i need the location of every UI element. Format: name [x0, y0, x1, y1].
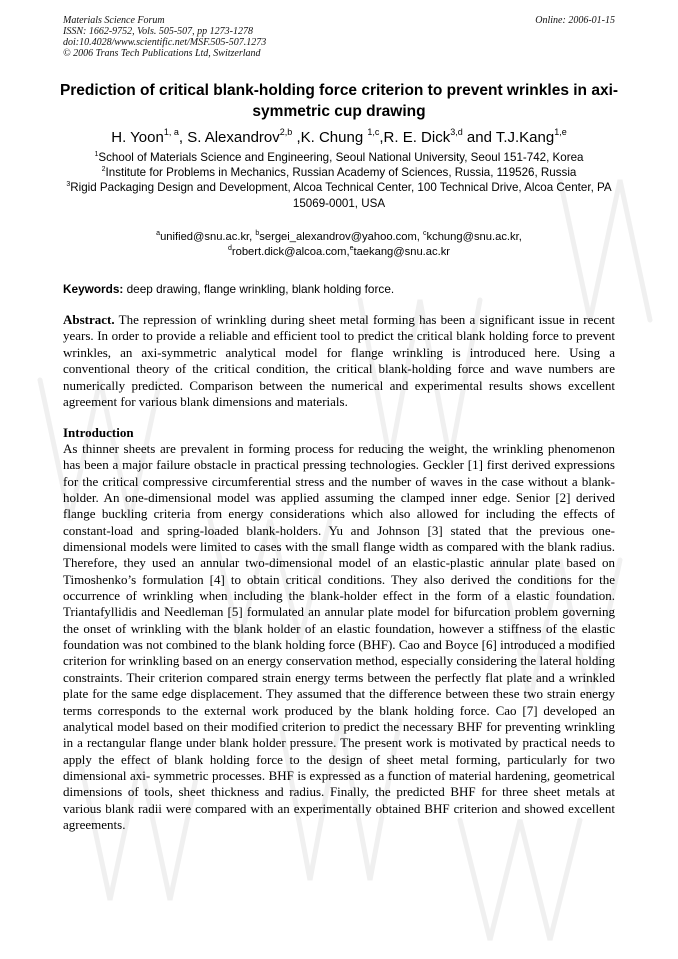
author: H. Yoon$^{1, a}$,	[111, 127, 188, 146]
email: $^e$taekang@snu.ac.kr	[349, 245, 451, 258]
author: T.J.Kang$^{1,e}$	[495, 127, 567, 146]
keywords	[63, 282, 615, 297]
copyright-line: © 2006 Trans Tech Publications Ltd, Switzerland	[63, 48, 261, 59]
doi-line: doi:10.4028/www.scientific.net/MSF.505-507.1273	[63, 37, 267, 48]
affiliation: $^2$Institute for Problems in Mechanics, Russian Academy of Sciences, Russia, 119526, Russia	[101, 166, 577, 180]
abstract	[63, 312, 615, 410]
author-list	[40, 128, 638, 148]
paper-title: Prediction of critical blank-holding force criterion to prevent wrinkles in axi-symmetric cup drawing	[59, 82, 619, 120]
section-heading-introduction: Introduction	[63, 425, 134, 440]
online-date: Online: 2006-01-15	[535, 15, 615, 26]
email: $^c$kchung@snu.ac.kr,	[423, 230, 522, 243]
author: R. E. Dick$^{3,d}$ and	[383, 127, 496, 146]
email-list	[55, 230, 623, 260]
keywords-text: deep drawing, flange wrinkling, blank holding force.	[123, 282, 395, 296]
affiliations	[55, 150, 623, 211]
affiliation: $^3$Rigid Packaging Design and Development, Alcoa Technical Center, 100 Technical Drive, Alcoa Center, PA 15069-0001, USA	[66, 181, 612, 210]
abstract-label: Abstract.	[63, 312, 115, 327]
author: S. Alexandrov$^{2,b}$ ,	[187, 127, 301, 146]
email: $^d$robert.dick@alcoa.com,	[227, 245, 350, 258]
author: K. Chung $^{1,c}$,	[300, 127, 384, 146]
email: $^a$unified@snu.ac.kr,	[156, 230, 256, 243]
introduction-text: As thinner sheets are prevalent in forming process for reducing the weight, the wrinkling phenomenon has been a major failure obstacle in practical pressing technologies. Geckler [1] first derived expressions for the critical compressive circumferential stress and the number of waves in the case without a blank-holder. An one-dimensional model was applied assuming the clamped inner edge. Senior [2] derived flange buckling criteria from energy considerations which also allowed for including the effects of constant-load and spring-loaded blank-holders. Yu and Johnson [3] stated that the previous one-dimensional models were limited to cases with the small flange width as compared with the blank radius. Therefore, they used an annular two-dimensional model of an elastic-plastic annular plate based on Timoshenko’s formulation [4] to obtain critical conditions. They also derived the conditions for the occurrence of wrinkling when including the blank-holder effect in the form of a elastic foundation. Triantafyllidis and Needleman [5] formulated an annular plate model for bifurcation problem governing the onset of wrinkling with the blank holder of an elastic foundation, however a stiffness of the elastic foundation was not combined to the blank holding force (BHF). Cao and Boyce [6] introduced a modified criterion for wrinkling based on an energy conservation method, especially considering the lateral holding constraints. Their criterion compared strain energy terms between the perfectly flat plate and a wrinkled plate for the same edge displacement. They assumed that the difference between these two strain energy terms corresponds to the external work produced by the blank holding force. Cao [7] developed an analytical model based on their modified criterion to predict the necessary BHF for preventing wrinkling in a rectangular flange under blank holder pressure. The present work is motivated by practical needs to apply the effect of blank holding force to the design of sheet metal forming, particularly for two dimensional axi- symmetric processes. BHF is expressed as a function of material hardening, geometrical dimensions of tools, sheet thickness and radius. Finally, the predicted BHF for three sheet metals at various blank radii were compared with an experimentally obtained BHF criterion and showed excellent agreements.	[63, 441, 615, 832]
journal-header	[63, 15, 615, 59]
email: $^b$sergei_alexandrov@yahoo.com,	[255, 230, 424, 243]
issn-line: ISSN: 1662-9752, Vols. 505-507, pp 1273-1278	[63, 26, 253, 37]
keywords-label: Keywords:	[63, 282, 124, 296]
affiliation: $^1$School of Materials Science and Engineering, Seoul National University, Seoul 151-742, Korea	[94, 151, 584, 164]
abstract-text: The repression of wrinkling during sheet metal forming has been a significant issue in recent years. In order to provide a reliable and efficient tool to predict the critical blank holding force to prevent wrinkles, an axi-symmetric analytical model for flange wrinkling is introduced here. Using a conventional theory of the critical condition, the critical blank-holding force and wave numbers are numerically predicted. Comparison between the numerical and experimental results shows excellent agreement for various blank dimensions and materials.	[63, 312, 615, 410]
journal-name: Materials Science Forum	[63, 15, 165, 26]
